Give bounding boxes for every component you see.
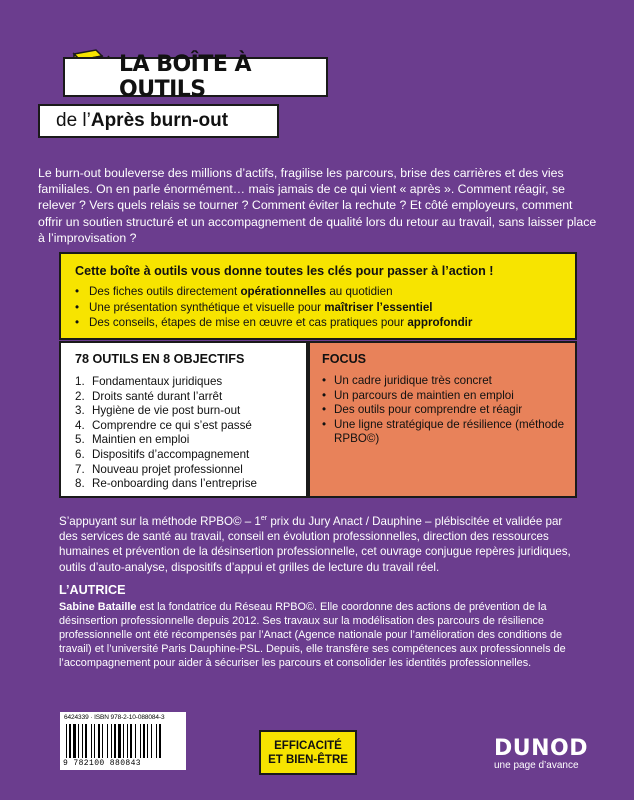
objectives-title: 78 OUTILS EN 8 OBJECTIFS [75,352,245,366]
author-bio: Sabine Bataille est la fondatrice du Réseau RPBO©. Elle coordonne des actions de prévention de la désinsertion professionnelle depuis 2012. Ses travaux sur la modélisation des parcours de résilience professionnelle ont été récompensés par l’Anact (Agence nationale pour l’amélioration des conditions de travail) et l’université Paris Dauphine-PSL. Depuis, elle transfère ses compétences aux professionnels de l’accompagnement pour aider à sécuriser les parcours et consolider les identités professionnelles. [59,601,566,669]
title-box [63,52,328,102]
barcode-bars-icon [64,724,182,758]
bullet-icon: • [75,285,80,298]
publisher-logo: DUNOD [494,736,589,761]
key-feature-item: • Une présentation synthétique et visuelle pour maîtriser l’essentiel [75,300,433,314]
barcode-digits: 9 782100 880843 [63,759,142,768]
subtitle-box [38,104,279,138]
focus-box [308,341,577,498]
bullet-icon: • [75,316,80,329]
key-features-box [59,252,577,340]
isbn-barcode [60,712,186,770]
subtitle-prefix: de l’ [56,110,91,131]
objectives-list [75,375,296,492]
bullet-icon: • [322,403,327,417]
focus-title: FOCUS [322,352,367,366]
book-title: LA BOÎTE À OUTILS [119,52,252,102]
focus-item: • Un parcours de maintien en emploi [322,388,514,402]
bullet-icon: • [322,417,327,431]
objective-item: 6. Dispositifs d’accompagnement [75,447,250,461]
key-feature-item: • Des fiches outils directement opérationnelles au quotidien [75,285,393,298]
badge-line-1: EFFICACITÉ [274,739,342,752]
bullet-icon: • [75,300,80,314]
focus-item: • Des outils pour comprendre et réagir [322,403,523,417]
isbn-label: 6424339 · ISBN 978-2-10-088084-3 [64,714,165,721]
publisher-tagline: une page d’avance [494,760,579,771]
objective-item: 5. Maintien en emploi [75,433,190,447]
subtitle-bold: Après burn-out [90,110,229,131]
intro-paragraph: Le burn-out bouleverse des millions d’actifs, fragilise les parcours, brise des carrières et des vies familiales. On en parle énormément… mais jamais de ce qui vient « après ». Comment réagir, se relever ? Vers quels relais se tourner ? Comment éviter la rechute ? Et côté employeurs, comment offrir un soutien structuré et un accompagnement de qualité lors du retour au travail, sans laisser place à l’improvisation ? [38,166,597,245]
key-features-title: Cette boîte à outils vous donne toutes les clés pour passer à l’action ! [75,264,494,278]
badge-line-2: ET BIEN-ÊTRE [268,753,348,766]
bullet-icon: • [322,374,327,387]
category-badge [259,730,357,775]
objectives-box [59,341,308,498]
bullet-icon: • [322,388,327,402]
focus-item: • Un cadre juridique très concret [322,374,492,387]
focus-list [322,374,565,447]
objective-item: 3. Hygiène de vie post burn-out [75,404,241,418]
author-name: Sabine Bataille [59,601,137,613]
objective-item: 1. Fondamentaux juridiques [75,375,223,388]
key-feature-item: • Des conseils, étapes de mise en œuvre et cas pratiques pour approfondir [75,316,473,329]
author-heading: L’AUTRICE [59,583,126,597]
objective-item: 8. Re-onboarding dans l’entreprise [75,477,257,491]
objective-item: 2. Droits santé durant l’arrêt [75,389,223,403]
method-paragraph: S’appuyant sur la méthode RPBO© – 1er prix du Jury Anact / Dauphine – plébiscitée et validée par des services de santé au travail, conseil en évolution professionnelles, direction des ressources humaines et prévention de la désinsertion professionnelle, cet ouvrage conjugue repères juridiques, outils d’auto-analyse, dispositifs d’appui et grilles de lecture du travail réel. [59,514,571,574]
focus-item: • Une ligne stratégique de résilience (méthode RPBO©) [322,417,565,446]
objective-item: 4. Comprendre ce qui s’est passé [75,418,252,432]
key-features-list [75,284,563,331]
objective-item: 7. Nouveau projet professionnel [75,462,243,476]
